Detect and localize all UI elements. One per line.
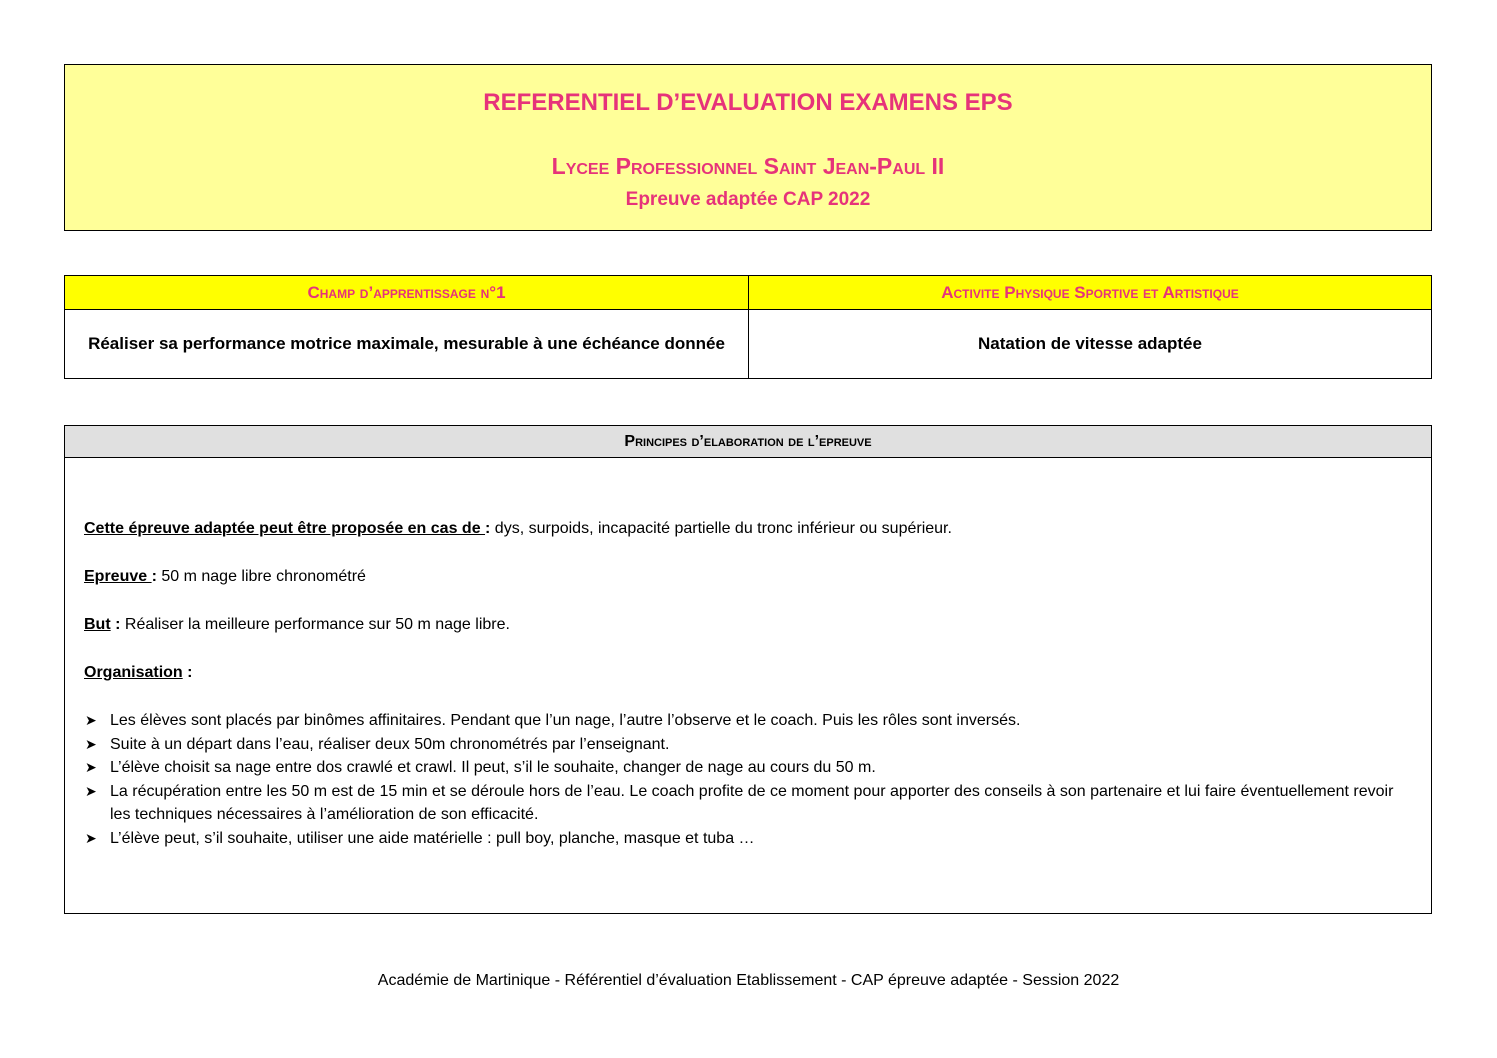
cas-line [84,517,1415,541]
school-name: Lycee Professionnel Saint Jean-Paul II [551,153,945,179]
but-label: But [84,616,111,633]
but-line [84,613,1415,637]
cas-colon: : [485,520,491,537]
list-item: ➤ L’élève peut, s’il souhaite, utiliser une aide matérielle : pull boy, planche, masque et tuba … [84,827,1415,851]
cas-label: Cette épreuve adaptée peut être proposée en cas de [84,520,486,537]
activite-value-cell: Natation de vitesse adaptée [978,334,1202,353]
list-item: ➤ L’élève choisit sa nage entre dos crawlé et crawl. Il peut, s’il le souhaite, changer de nage au cours du 50 m. [84,756,1415,780]
but-colon: : [115,616,121,633]
list-item: ➤ Les élèves sont placés par binômes affinitaires. Pendant que l’un nage, l’autre l’observe et le coach. Puis les rôles sont inversés. [84,709,1415,733]
organisation-label: Organisation [84,664,183,681]
arrow-bullet-icon: ➤ [85,735,97,752]
epreuve-line [84,565,1415,589]
principes-header: Principes d’elaboration de l’epreuve [65,426,1431,458]
cas-value: dys, surpoids, incapacité partielle du tronc inférieur ou supérieur. [490,520,952,537]
organisation-line [84,661,1415,685]
activite-header-cell: Activite Physique Sportive et Artistique [749,276,1431,310]
page-footer: Académie de Martinique - Référentiel d’évaluation Etablissement - CAP épreuve adaptée - Session 2022 [377,972,1120,989]
principes-body [84,517,1415,850]
header-box [64,64,1432,231]
arrow-bullet-icon: ➤ [85,759,97,775]
arrow-bullet-icon: ➤ [85,712,97,728]
but-value: Réaliser la meilleure performance sur 50 m nage libre. [120,616,510,633]
document-title: REFERENTIEL D’EVALUATION EXAMENS EPS [483,89,1013,116]
arrow-bullet-icon: ➤ [85,829,97,846]
champ-table [64,275,1432,379]
organisation-colon: : [187,664,193,681]
organisation-list [84,709,1415,850]
epreuve-value: 50 m nage libre chronométré [156,568,366,585]
document-subtitle: Epreuve adaptée CAP 2022 [625,189,871,210]
principes-box [64,425,1432,914]
arrow-bullet-icon: ➤ [85,782,97,799]
champ-header-cell: Champ d’apprentissage n°1 [65,276,749,310]
champ-value-cell: Réaliser sa performance motrice maximale, mesurable à une échéance donnée [65,310,749,378]
list-item: ➤ La récupération entre les 50 m est de 15 min et se déroule hors de l’eau. Le coach profite de ce moment pour apporter des conseils à son partenaire et lui faire éventuellement revoir les techniques nécessaires à l’amélioration de son efficacité. [84,780,1415,827]
epreuve-label: Epreuve [84,568,152,585]
list-item: ➤ Suite à un départ dans l’eau, réaliser deux 50m chronométrés par l’enseignant. [84,733,1415,757]
epreuve-colon: : [151,568,157,585]
